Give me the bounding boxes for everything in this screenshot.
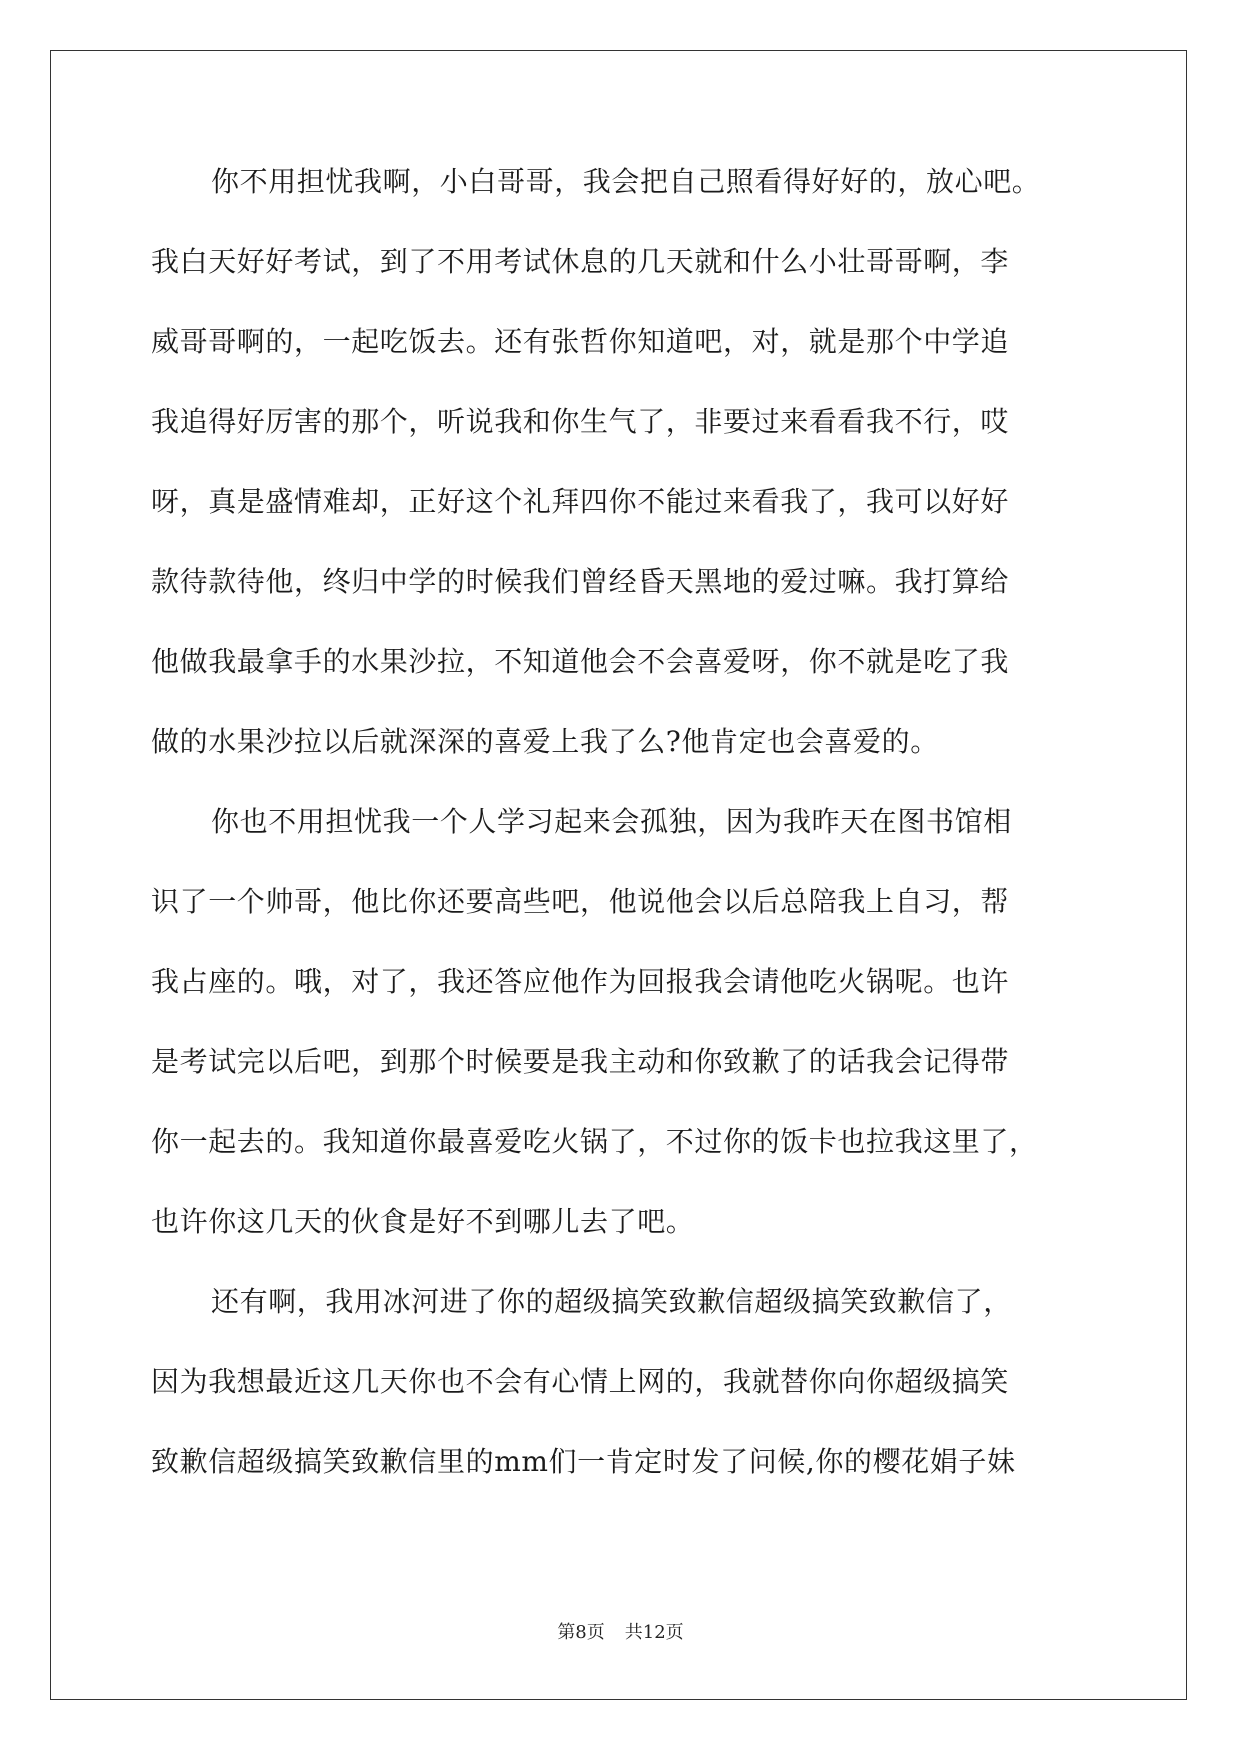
text-line: 还有啊，我用冰河进了你的超级搞笑致歉信超级搞笑致歉信了， xyxy=(211,1285,1012,1318)
text-line: 呀，真是盛情难却，正好这个礼拜四你不能过来看我了，我可以好好 xyxy=(151,485,1010,518)
total-pages-label: 共12页 xyxy=(624,1622,684,1643)
text-line: 识了一个帅哥，他比你还要高些吧，他说他会以后总陪我上自习，帮 xyxy=(151,885,1010,918)
page-footer xyxy=(0,1618,1241,1644)
page-number-label: 第8页 xyxy=(557,1622,605,1643)
text-line: 因为我想最近这几天你也不会有心情上网的，我就替你向你超级搞笑 xyxy=(151,1365,1010,1398)
text-line: 你也不用担忧我一个人学习起来会孤独，因为我昨天在图书馆相 xyxy=(211,805,1012,838)
text-line: 威哥哥啊的，一起吃饭去。还有张哲你知道吧，对，就是那个中学追 xyxy=(151,325,1010,358)
text-line: 款待款待他，终归中学的时候我们曾经昏天黑地的爱过嘛。我打算给 xyxy=(151,565,1010,598)
text-line: 也许你这几天的伙食是好不到哪儿去了吧。 xyxy=(151,1205,695,1238)
text-line: 是考试完以后吧，到那个时候要是我主动和你致歉了的话我会记得带 xyxy=(151,1045,1010,1078)
text-line: 他做我最拿手的水果沙拉，不知道他会不会喜爱呀，你不就是吃了我 xyxy=(151,645,1010,678)
text-line: 我白天好好考试，到了不用考试休息的几天就和什么小壮哥哥啊，李 xyxy=(151,245,1010,278)
text-line: 我追得好厉害的那个，听说我和你生气了，非要过来看看我不行，哎 xyxy=(151,405,1010,438)
text-line: 你不用担忧我啊，小白哥哥，我会把自己照看得好好的，放心吧。 xyxy=(211,165,1041,198)
text-line: 我占座的。哦，对了，我还答应他作为回报我会请他吃火锅呢。也许 xyxy=(151,965,1010,998)
text-line: 做的水果沙拉以后就深深的喜爱上我了么?他肯定也会喜爱的。 xyxy=(151,725,939,758)
document-body xyxy=(151,160,1091,1520)
text-line: 致歉信超级搞笑致歉信里的mm们一肯定时发了问候,你的樱花娟子妹 xyxy=(151,1445,1016,1478)
text-line: 你一起去的。我知道你最喜爱吃火锅了，不过你的饭卡也拉我这里了， xyxy=(151,1125,1038,1158)
